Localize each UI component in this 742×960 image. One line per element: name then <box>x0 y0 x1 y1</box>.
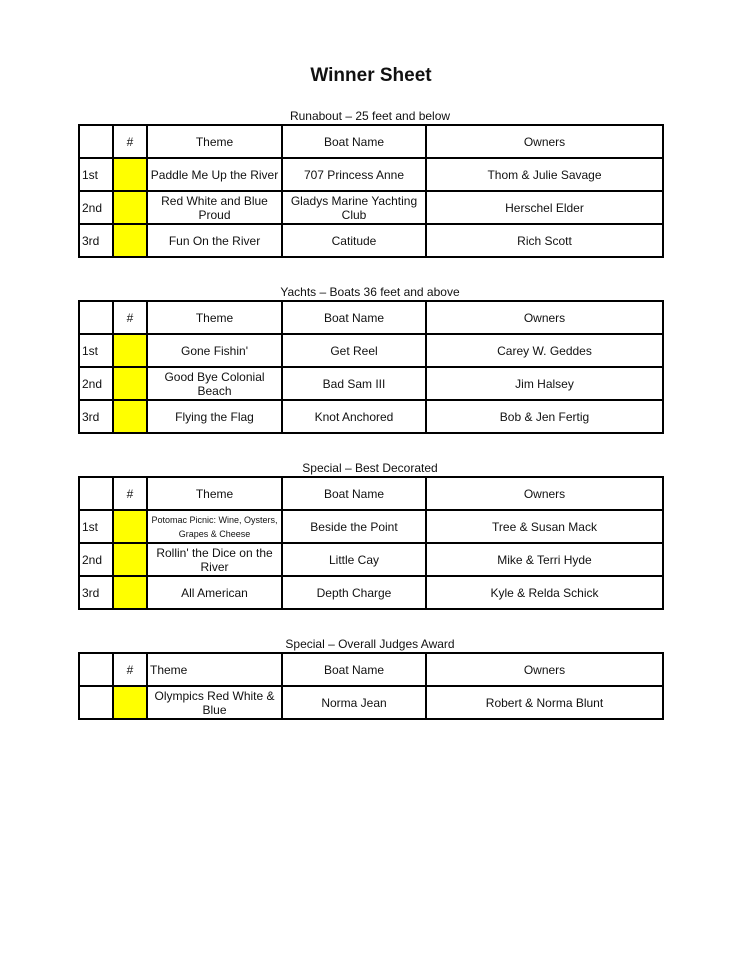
place-cell: 1st <box>79 510 113 543</box>
header-row <box>79 477 663 510</box>
number-header: # <box>113 477 147 510</box>
section-title: Special – Overall Judges Award <box>285 637 455 651</box>
boat-name-cell: Get Reel <box>282 334 426 367</box>
place-header <box>79 477 113 510</box>
place-cell: 3rd <box>79 576 113 609</box>
results-table <box>78 652 664 720</box>
owners-cell: Bob & Jen Fertig <box>426 400 663 433</box>
number-header: # <box>113 653 147 686</box>
theme-header: Theme <box>147 653 282 686</box>
theme-cell: All American <box>147 576 282 609</box>
theme-header: Theme <box>147 301 282 334</box>
boat-name-header: Boat Name <box>282 653 426 686</box>
results-table <box>78 476 664 610</box>
place-header <box>79 301 113 334</box>
results-table <box>78 300 664 434</box>
section-title: Special – Best Decorated <box>302 461 438 475</box>
table-row <box>79 367 663 400</box>
boat-name-cell: Beside the Point <box>282 510 426 543</box>
place-cell: 1st <box>79 334 113 367</box>
table-row <box>79 510 663 543</box>
number-cell <box>113 191 147 224</box>
boat-name-cell: Knot Anchored <box>282 400 426 433</box>
table-row <box>79 334 663 367</box>
theme-cell: Flying the Flag <box>147 400 282 433</box>
number-cell <box>113 334 147 367</box>
boat-name-cell: Little Cay <box>282 543 426 576</box>
header-row <box>79 653 663 686</box>
number-cell <box>113 543 147 576</box>
number-cell <box>113 400 147 433</box>
theme-cell: Good Bye Colonial Beach <box>147 367 282 400</box>
theme-cell: Potomac Picnic: Wine, Oysters, Grapes & Cheese <box>147 510 282 543</box>
owners-header: Owners <box>426 301 663 334</box>
number-cell <box>113 367 147 400</box>
place-header <box>79 653 113 686</box>
boat-name-cell: Norma Jean <box>282 686 426 719</box>
owners-cell: Tree & Susan Mack <box>426 510 663 543</box>
table-row <box>79 686 663 719</box>
owners-cell: Thom & Julie Savage <box>426 158 663 191</box>
owners-header: Owners <box>426 125 663 158</box>
table-row <box>79 191 663 224</box>
place-cell: 1st <box>79 158 113 191</box>
owners-header: Owners <box>426 653 663 686</box>
theme-cell: Gone Fishin' <box>147 334 282 367</box>
section-judges-award <box>78 637 662 720</box>
page-title: Winner Sheet <box>310 65 432 86</box>
number-cell <box>113 224 147 257</box>
theme-cell: Rollin' the Dice on the River <box>147 543 282 576</box>
place-cell: 3rd <box>79 400 113 433</box>
theme-cell: Red White and Blue Proud <box>147 191 282 224</box>
table-row <box>79 543 663 576</box>
owners-cell: Kyle & Relda Schick <box>426 576 663 609</box>
section-yachts <box>78 285 662 434</box>
owners-cell: Jim Halsey <box>426 367 663 400</box>
number-cell <box>113 686 147 719</box>
place-cell: 2nd <box>79 367 113 400</box>
boat-name-header: Boat Name <box>282 477 426 510</box>
section-best-decorated <box>78 461 662 610</box>
place-cell: 2nd <box>79 191 113 224</box>
theme-cell: Fun On the River <box>147 224 282 257</box>
number-header: # <box>113 125 147 158</box>
section-title: Yachts – Boats 36 feet and above <box>280 285 460 299</box>
number-header: # <box>113 301 147 334</box>
owners-cell: Herschel Elder <box>426 191 663 224</box>
boat-name-header: Boat Name <box>282 125 426 158</box>
owners-cell: Carey W. Geddes <box>426 334 663 367</box>
boat-name-cell: Depth Charge <box>282 576 426 609</box>
header-row <box>79 301 663 334</box>
theme-header: Theme <box>147 125 282 158</box>
table-row <box>79 400 663 433</box>
table-row <box>79 576 663 609</box>
number-cell <box>113 576 147 609</box>
results-table <box>78 124 664 258</box>
boat-name-cell: Catitude <box>282 224 426 257</box>
owners-cell: Mike & Terri Hyde <box>426 543 663 576</box>
theme-cell: Paddle Me Up the River <box>147 158 282 191</box>
table-row <box>79 224 663 257</box>
section-title: Runabout – 25 feet and below <box>289 109 451 123</box>
theme-cell: Olympics Red White & Blue <box>147 686 282 719</box>
number-cell <box>113 510 147 543</box>
table-row <box>79 158 663 191</box>
theme-header: Theme <box>147 477 282 510</box>
place-cell <box>79 686 113 719</box>
boat-name-cell: 707 Princess Anne <box>282 158 426 191</box>
boat-name-cell: Gladys Marine Yachting Club <box>282 191 426 224</box>
number-cell <box>113 158 147 191</box>
owners-header: Owners <box>426 477 663 510</box>
boat-name-header: Boat Name <box>282 301 426 334</box>
owners-cell: Rich Scott <box>426 224 663 257</box>
header-row <box>79 125 663 158</box>
place-cell: 2nd <box>79 543 113 576</box>
section-runabout <box>78 109 662 258</box>
place-cell: 3rd <box>79 224 113 257</box>
place-header <box>79 125 113 158</box>
boat-name-cell: Bad Sam III <box>282 367 426 400</box>
owners-cell: Robert & Norma Blunt <box>426 686 663 719</box>
